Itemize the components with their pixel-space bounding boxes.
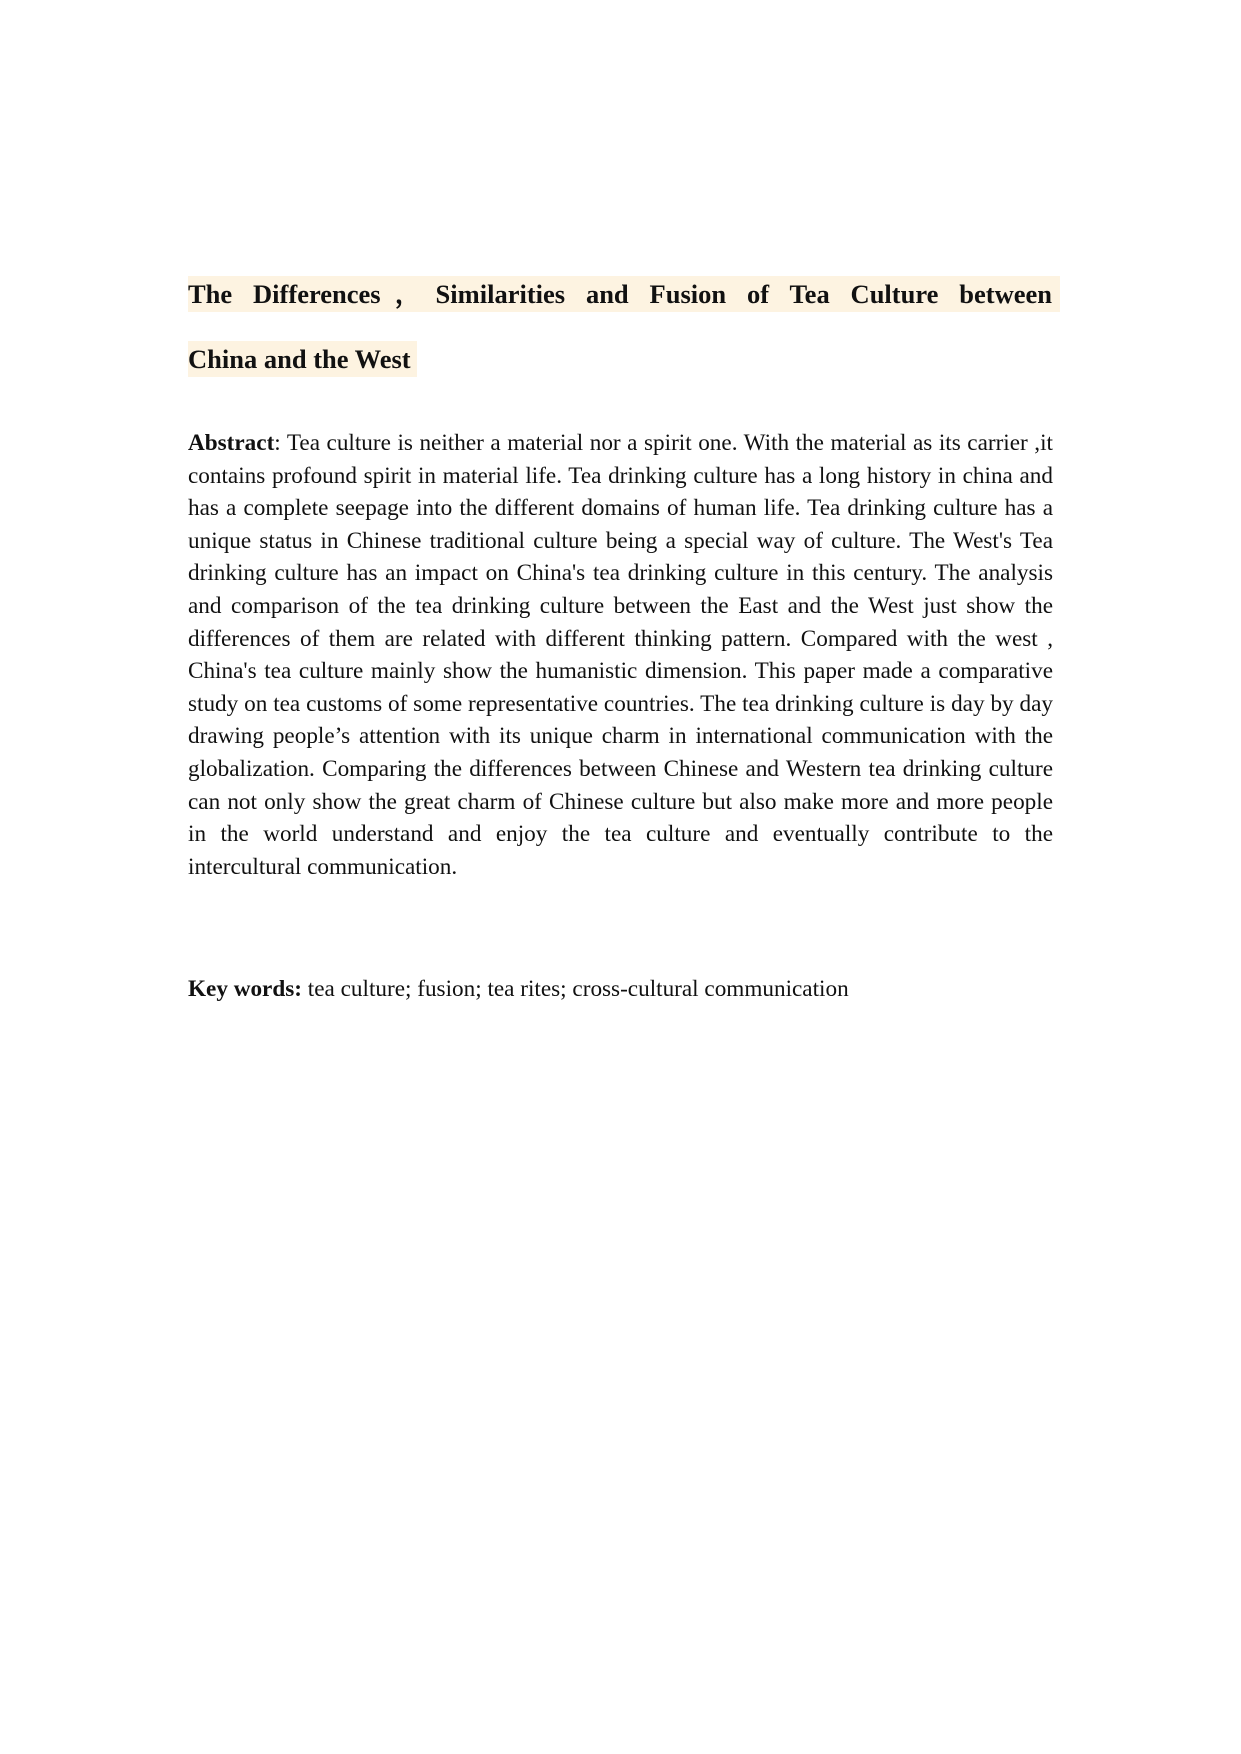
abstract-paragraph — [188, 427, 1053, 883]
keywords-label: Key words: — [188, 976, 302, 1002]
title-line-1-text: The Differences，Similarities and Fusion of Tea Culture between — [188, 276, 1060, 312]
abstract-text: : Tea culture is neither a material nor a spirit one. With the material as its carrier ,it contains profound spirit in material life. Tea drinking culture has a long history in china and has a complete seepage into the different domains of human life. Tea drinking culture has a unique status in Chinese traditional culture being a special way of culture. The West's Tea drinking culture has an impact on China's tea drinking culture in this century. The analysis and comparison of the tea drinking culture between the East and the West just show the differences of them are related with different thinking pattern. Compared with the west , China's tea culture mainly show the humanistic dimension. This paper made a comparative study on tea customs of some representative countries. The tea drinking culture is day by day drawing people’s attention with its unique charm in international communication with the globalization. Comparing the differences between Chinese and Western tea drinking culture can not only show the great charm of Chinese culture but also make more and more people in the world understand and enjoy the tea culture and eventually contribute to the intercultural communication. — [188, 430, 1053, 880]
title-line-2-text: China and the West — [188, 341, 417, 377]
keywords-line — [188, 973, 1053, 1005]
keywords-text: tea culture; fusion; tea rites; cross-cultural communication — [302, 976, 849, 1002]
title-line-1 — [188, 276, 1060, 312]
abstract-label: Abstract — [188, 430, 275, 456]
title-line-2 — [188, 341, 417, 377]
